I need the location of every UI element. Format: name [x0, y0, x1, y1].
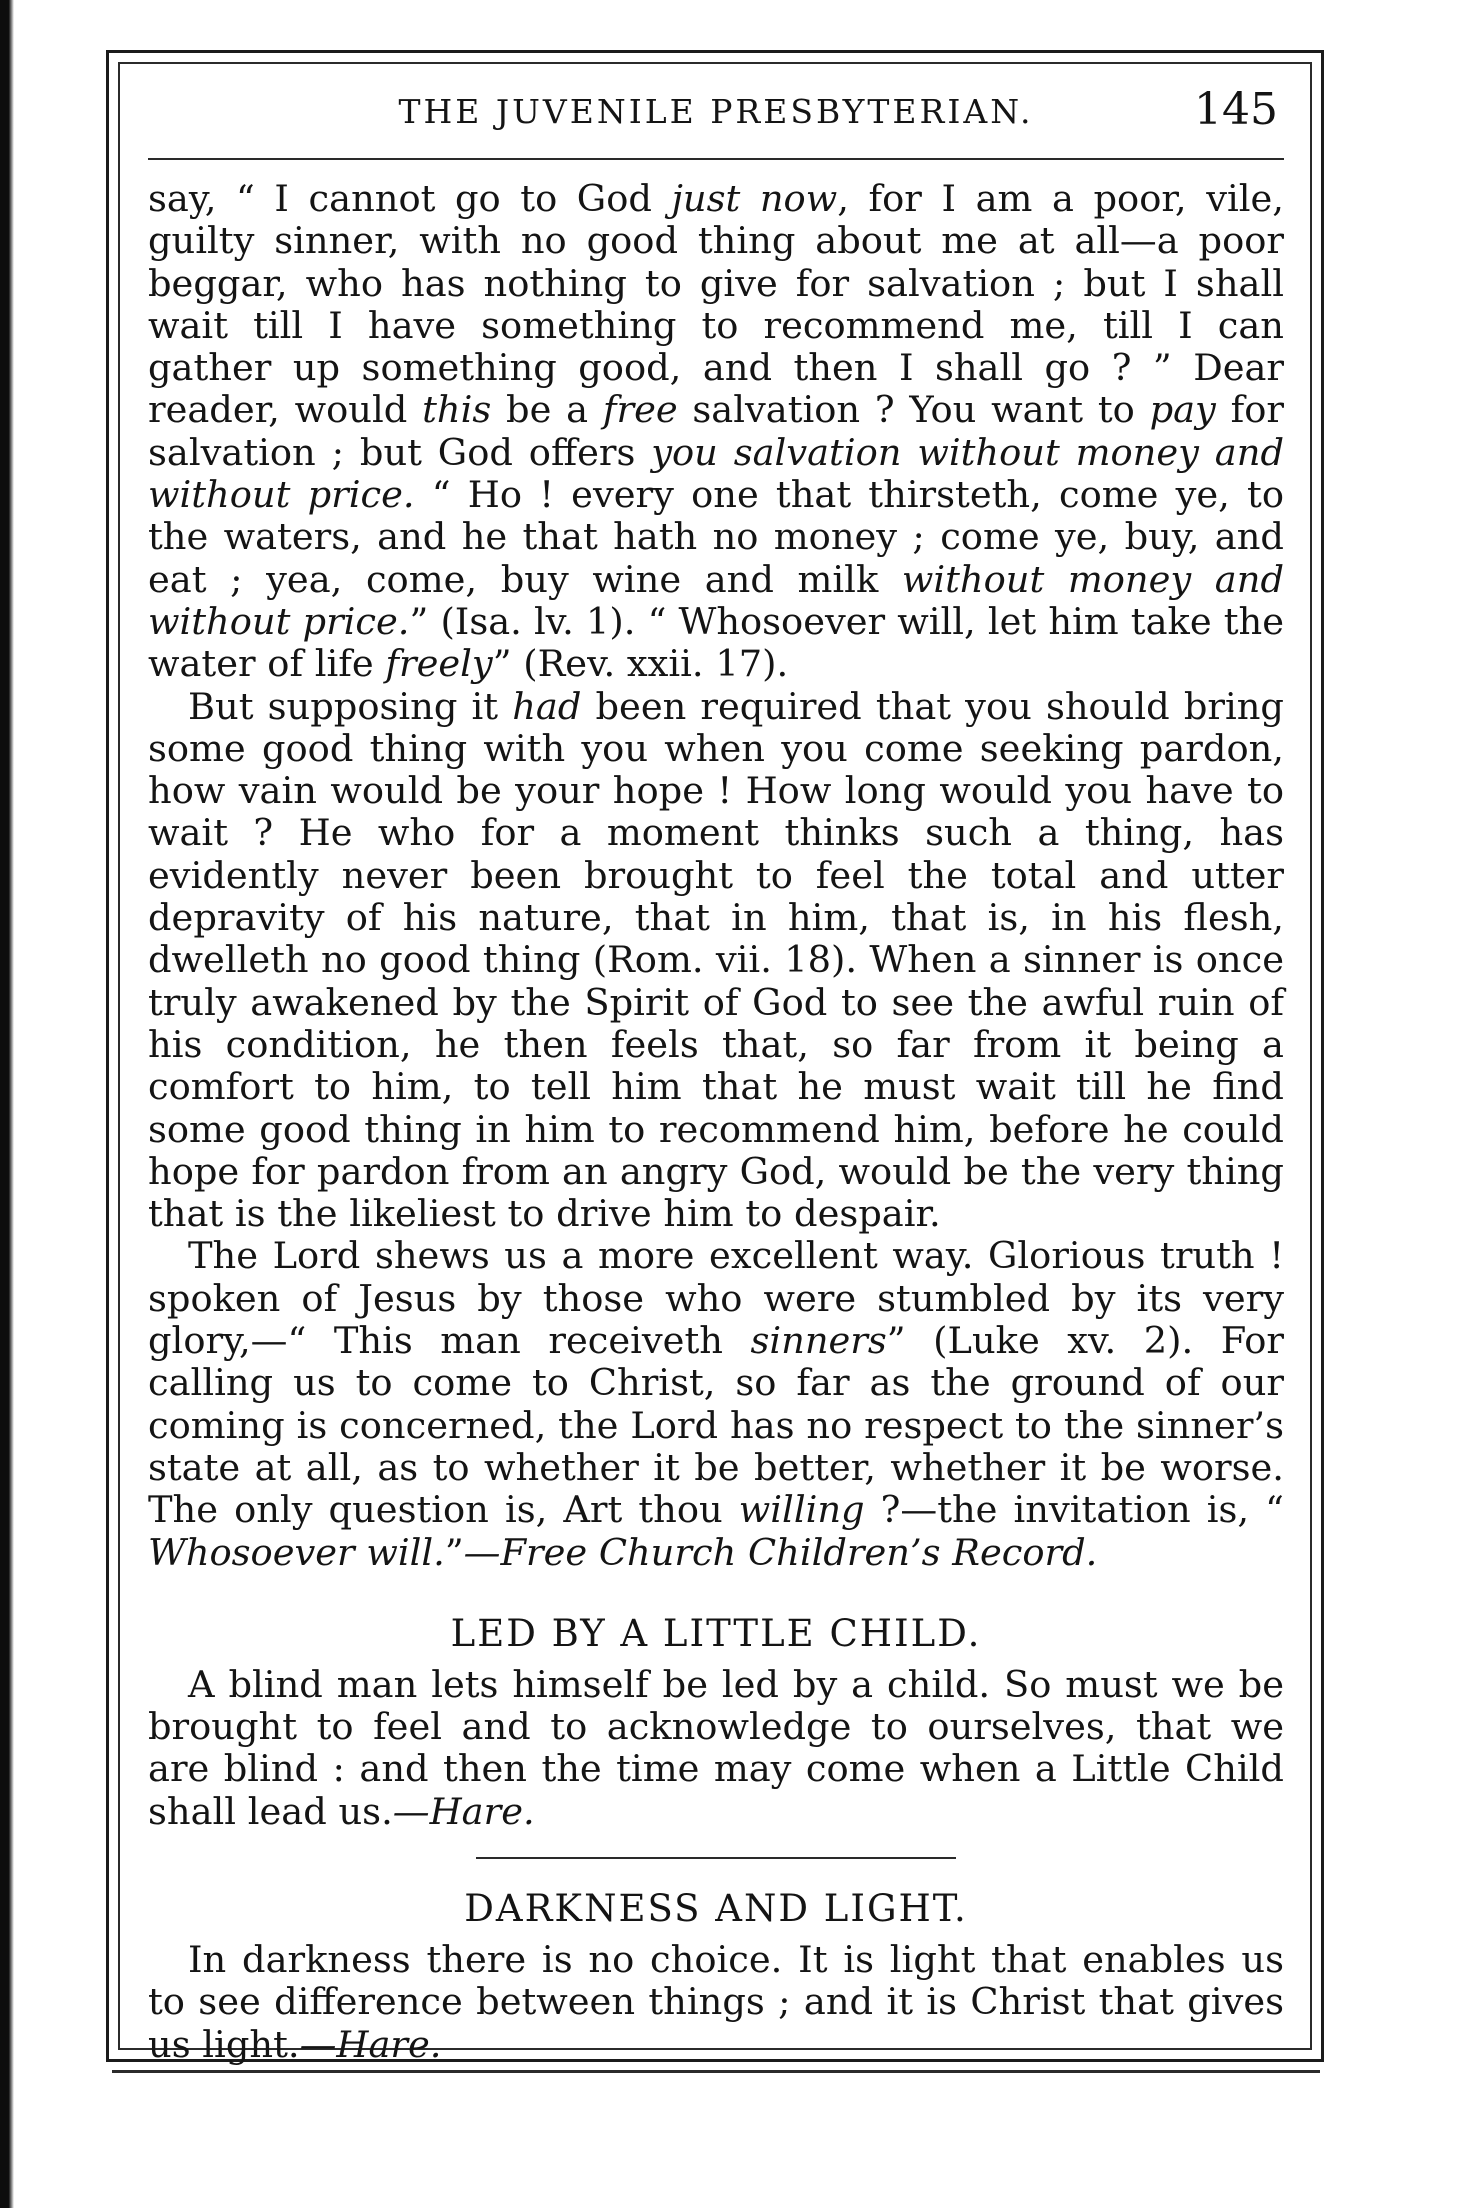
text-span: But supposing it — [188, 684, 513, 728]
italic-span: this — [422, 388, 492, 432]
section-1-paragraph — [148, 1664, 1284, 1833]
italic-span: had — [512, 684, 582, 728]
text-span: been required that you should bring some good thing with you when you come seeking pardon, how vain would be your hope ! How long would you have to wait ? He who for a moment thinks such a thing, has evidently never been brought to feel the total and utter depravity of his nature, that in him, that is, in his flesh, dwelleth no good thing (Rom. vii. 18). When a sinner is once truly awakened by the Spirit of God to see the awful ruin of his condition, he then feels that, so far from it being a comfort to him, to tell him that he must wait till he find some good thing in him to recommend him, before he could hope for pardon from an angry God, would be the very thing that is the likeliest to drive him to despair. — [148, 684, 1284, 1236]
italic-span: willing — [738, 1488, 865, 1532]
text-span: be a — [491, 388, 603, 432]
text-span: for salvation ; but God offers — [148, 388, 1284, 474]
section-title-darkness-and-light: DARKNESS AND LIGHT. — [464, 1886, 968, 1930]
section-title-led-by-a-little-child: LED BY A LITTLE CHILD. — [450, 1611, 982, 1655]
text-span: ” (Luke xv. 2). For calling us to come to Christ, so far as the ground of our coming is concerned, the Lord has no respect to the sinner’s state at all, as to whether it be better, whether it be worse. The only question is, Art thou — [148, 1319, 1284, 1532]
page-bottom-rule — [112, 2070, 1320, 2073]
italic-span: without money and without price. — [148, 557, 1285, 643]
source-citation: —Hare. — [299, 2022, 442, 2066]
text-span: ” — [444, 1530, 464, 1574]
paragraph-2 — [148, 686, 1284, 1236]
italic-span: just now — [671, 177, 838, 220]
section-separator-rule — [476, 1857, 956, 1859]
article-body — [148, 160, 1284, 2066]
text-span: In darkness there is no choice. It is light that enables us to see difference between things ; and it is Christ that gives us light. — [148, 1937, 1284, 2066]
page-number: 145 — [1194, 84, 1278, 135]
page-content — [148, 62, 1285, 2066]
text-span: ” (Isa. lv. 1). “ Whosoever will, let him take the water of life — [148, 599, 1284, 686]
source-citation: —Hare. — [392, 1789, 535, 1833]
text-span: ?—the invitation is, “ — [864, 1488, 1284, 1532]
text-span: say, “ I cannot go to God — [148, 177, 672, 220]
italic-span: sinners — [750, 1319, 887, 1363]
italic-span: free — [602, 388, 678, 432]
text-span: A blind man lets himself be led by a child. So must we be brought to feel and to acknowledge to ourselves, that we are blind : and then the time may come when a Little Child shall lead us. — [148, 1662, 1284, 1833]
italic-span: freely — [385, 642, 493, 686]
section-2-paragraph — [148, 1939, 1284, 2066]
italic-span: pay — [1149, 388, 1216, 432]
page-header — [148, 62, 1284, 160]
book-spine-edge — [0, 0, 14, 2208]
running-head: THE JUVENILE PRESBYTERIAN. — [398, 92, 1034, 131]
text-span: The Lord shews us a more excellent way. Glorious truth ! spoken of Jesus by those who were stumbled by its very glory,—“ This man receiveth — [148, 1234, 1284, 1363]
source-citation: —Free Church Children’s Record. — [463, 1530, 1098, 1574]
text-span: salvation ? You want to — [677, 388, 1150, 432]
italic-span: you salvation without money and without price. — [148, 430, 1284, 517]
paragraph-3 — [148, 1235, 1284, 1573]
paragraph-continuation — [148, 178, 1284, 686]
italic-span: Whosoever will. — [148, 1530, 445, 1574]
text-span: “ Ho ! every one that thirsteth, come ye, to the waters, and he that hath no money ; come ye, buy, and eat ; yea, come, buy wine and milk — [148, 473, 1284, 601]
text-span: , for I am a poor, vile, guilty sinner, with no good thing about me at all—a poor beggar, who has nothing to give for salvation ; but I shall wait till I have something to recommend me, till I can gather up something good, and then I shall go ? ” Dear reader, would — [148, 177, 1284, 432]
text-span: ” (Rev. xxii. 17). — [492, 642, 789, 686]
